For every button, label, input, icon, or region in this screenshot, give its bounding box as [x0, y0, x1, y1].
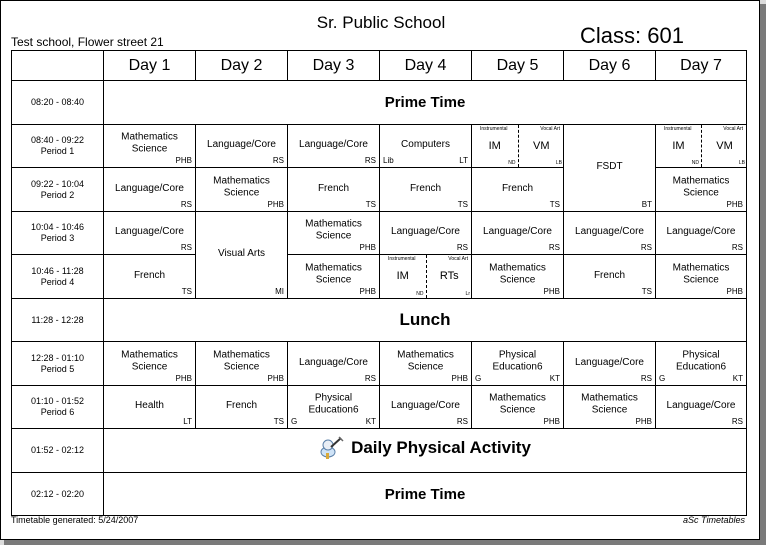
subject: Language/Core: [391, 225, 460, 237]
group-label: Instrumental: [480, 126, 508, 132]
teacher: TS: [641, 287, 652, 296]
teacher: ND: [508, 160, 516, 166]
lesson-cell: [288, 342, 380, 386]
class-label: Class: 601: [580, 23, 684, 48]
group-label: Vocal Art: [448, 256, 468, 262]
room: G: [475, 374, 482, 383]
lesson-cell: [472, 212, 564, 255]
row-prime-time-afternoon: [12, 473, 747, 516]
teacher: PHB: [726, 200, 743, 209]
daily-pa-event: [104, 429, 747, 473]
teacher: RS: [272, 156, 284, 165]
school-address: Test school, Flower street 21: [11, 35, 164, 49]
lesson-cell: [104, 125, 196, 168]
lesson-cell: [104, 212, 196, 255]
subject: Mathematics Science: [581, 392, 638, 416]
lesson-cell: [656, 342, 747, 386]
teacher: TS: [365, 200, 376, 209]
lesson-cell: [196, 386, 288, 429]
subject: French: [409, 182, 442, 194]
subject: French: [593, 269, 626, 281]
subject: Language/Core: [299, 356, 368, 368]
teacher: KT: [549, 374, 560, 383]
lesson-cell: [380, 125, 472, 168]
lesson-cell: [288, 255, 380, 299]
row-period-6: [12, 386, 747, 429]
group-label: Vocal Art: [723, 126, 743, 132]
time-cell: [12, 299, 104, 342]
prime-time-event: Prime Time: [104, 81, 747, 125]
time-cell: [12, 342, 104, 386]
time-range: 10:46 - 11:28: [31, 265, 84, 276]
time-cell: [12, 386, 104, 429]
lesson-cell: [380, 342, 472, 386]
page-shadow-bottom: [4, 540, 766, 545]
subject: Mathematics Science: [121, 349, 178, 373]
time-range: 08:40 - 09:22: [30, 135, 85, 145]
subject: Mathematics Science: [213, 349, 270, 373]
teacher: LT: [459, 156, 468, 165]
time-cell: [12, 81, 104, 125]
subject: Mathematics Science: [672, 175, 730, 199]
teacher: PHB: [267, 374, 284, 383]
row-prime-time-morning: [12, 81, 747, 125]
row-period-4: [12, 255, 747, 299]
time-cell: [12, 125, 104, 168]
subject-code: IM: [488, 140, 501, 152]
subject: Language/Core: [207, 138, 276, 150]
room: G: [291, 417, 298, 426]
subject-code: IM: [672, 140, 685, 152]
subject: Mathematics Science: [213, 175, 270, 199]
time-range: 10:04 - 10:46: [30, 222, 85, 232]
teacher: RS: [731, 417, 743, 426]
time-range: 08:20 - 08:40: [30, 97, 85, 107]
subject: French: [317, 182, 350, 194]
teacher: LB: [555, 160, 562, 166]
lesson-cell: [472, 386, 564, 429]
row-period-3: [12, 212, 747, 255]
teacher: RS: [180, 200, 192, 209]
teacher: RS: [364, 374, 376, 383]
subject: Language/Core: [666, 399, 736, 411]
teacher: TS: [273, 417, 284, 426]
subject-code: IM: [396, 270, 409, 282]
teacher: ND: [416, 291, 424, 297]
time-cell: [12, 255, 104, 299]
subject: Language/Core: [115, 182, 184, 194]
time-range: 11:28 - 12:28: [31, 314, 84, 325]
teacher: RS: [456, 243, 468, 252]
lesson-cell: [656, 386, 747, 429]
teacher: PHB: [359, 287, 376, 296]
time-range: 09:22 - 10:04: [30, 178, 85, 189]
day-header: Day 6: [564, 51, 656, 81]
lesson-cell: [564, 125, 656, 212]
subject-code: VM: [716, 140, 733, 152]
teacher: RS: [364, 156, 376, 165]
row-daily-pa: [12, 429, 747, 473]
lesson-cell: [196, 168, 288, 212]
teacher: Lr: [465, 291, 470, 297]
lesson-cell: [104, 342, 196, 386]
teacher: RS: [456, 417, 468, 426]
subject: Language/Core: [299, 138, 368, 150]
subject: Health: [135, 399, 164, 411]
row-period-5: [12, 342, 747, 386]
row-period-1: [12, 125, 747, 168]
period-label: Period 4: [40, 276, 75, 287]
lesson-cell: [196, 342, 288, 386]
teacher: LB: [738, 160, 745, 166]
timetable-grid: [11, 50, 747, 516]
daily-pa-label: Daily Physical Activity: [351, 438, 531, 457]
room: G: [659, 374, 666, 383]
lesson-cell: [288, 168, 380, 212]
day-header: Day 2: [196, 51, 288, 81]
split-lesson-cell: [472, 125, 564, 168]
teacher: PHB: [359, 243, 376, 252]
subject: Mathematics Science: [397, 349, 454, 373]
lesson-cell: [288, 386, 380, 429]
subject: FSDT: [596, 160, 623, 172]
generated-date: Timetable generated: 5/24/2007: [11, 515, 139, 525]
lesson-cell: [104, 168, 196, 212]
subject-code: VM: [533, 140, 550, 152]
teacher: TS: [181, 287, 192, 296]
subject: Physical Education6: [308, 392, 359, 416]
header-row: [12, 51, 747, 81]
subject: Physical Education6: [675, 349, 727, 373]
subject: Language/Core: [115, 225, 184, 237]
corner-cell: [12, 51, 104, 81]
time-cell: [12, 168, 104, 212]
lesson-cell: [564, 212, 656, 255]
teacher: PHB: [175, 374, 192, 383]
teacher: PHB: [635, 417, 652, 426]
teacher: RS: [640, 243, 652, 252]
teacher: ND: [691, 160, 699, 166]
split-lesson-cell: [656, 125, 747, 168]
teacher: BT: [641, 200, 652, 209]
lunch-event: Lunch: [104, 299, 747, 342]
subject: Language/Core: [483, 225, 552, 237]
subject: Physical Education6: [492, 349, 543, 373]
teacher: PHB: [267, 200, 284, 209]
day-header: Day 3: [288, 51, 380, 81]
lesson-cell: [288, 212, 380, 255]
subject: French: [133, 269, 166, 281]
time-cell: [12, 473, 104, 516]
time-range: 01:52 - 02:12: [30, 445, 85, 455]
subject: Mathematics Science: [121, 131, 178, 155]
lesson-cell: [656, 255, 747, 299]
subject: Mathematics Science: [489, 262, 546, 286]
teacher: LT: [183, 417, 192, 426]
teacher: RS: [548, 243, 560, 252]
day-header: Day 5: [472, 51, 564, 81]
physical-activity-icon: [319, 435, 345, 461]
subject: Computers: [401, 138, 450, 150]
subject: Language/Core: [575, 225, 644, 237]
lesson-cell: [104, 386, 196, 429]
teacher: PHB: [543, 287, 560, 296]
subject: French: [225, 399, 258, 411]
teacher: KT: [732, 374, 743, 383]
prime-time-event: Prime Time: [104, 473, 747, 516]
lesson-cell: [196, 125, 288, 168]
time-range: 01:10 - 01:52: [30, 396, 85, 406]
subject: Mathematics Science: [489, 392, 546, 416]
subject: Visual Arts: [217, 247, 266, 259]
lesson-cell: [380, 386, 472, 429]
room: Lib: [383, 156, 394, 165]
teacher: PHB: [543, 417, 560, 426]
subject: Mathematics Science: [305, 218, 362, 242]
teacher: PHB: [726, 287, 743, 296]
row-lunch: [12, 299, 747, 342]
split-lesson-cell: [380, 255, 472, 299]
lesson-cell: [472, 342, 564, 386]
lesson-cell: [564, 255, 656, 299]
group-label: Vocal Art: [540, 126, 560, 132]
subject: Mathematics Science: [305, 262, 362, 286]
subject: Language/Core: [575, 356, 644, 368]
period-label: Period 6: [40, 407, 75, 417]
time-range: 12:28 - 01:10: [30, 352, 85, 363]
school-name: Sr. Public School: [316, 13, 446, 32]
lesson-cell: [196, 212, 288, 299]
lesson-cell: [472, 255, 564, 299]
teacher: RS: [180, 243, 192, 252]
page-shadow-right: [760, 4, 766, 545]
lesson-cell: [656, 168, 747, 212]
teacher: TS: [457, 200, 468, 209]
lesson-cell: [564, 386, 656, 429]
subject: Mathematics Science: [672, 262, 730, 286]
subject-code: RTs: [439, 270, 459, 282]
teacher: TS: [549, 200, 560, 209]
lesson-cell: [472, 168, 564, 212]
teacher: RS: [731, 243, 743, 252]
group-label: Instrumental: [388, 256, 416, 262]
time-cell: [12, 212, 104, 255]
teacher: PHB: [175, 156, 192, 165]
subject: French: [501, 182, 534, 194]
day-header: Day 7: [656, 51, 747, 81]
teacher: PHB: [451, 374, 468, 383]
period-label: Period 2: [40, 189, 75, 200]
period-label: Period 5: [40, 363, 75, 374]
subject: Language/Core: [666, 225, 736, 237]
period-label: Period 1: [40, 146, 75, 156]
lesson-cell: [380, 168, 472, 212]
teacher: RS: [640, 374, 652, 383]
lesson-cell: [104, 255, 196, 299]
group-label: Instrumental: [664, 126, 692, 132]
brand-footer: aSc Timetables: [683, 515, 745, 525]
time-cell: [12, 429, 104, 473]
teacher: MI: [275, 287, 284, 296]
subject: Language/Core: [391, 399, 460, 411]
day-header: Day 4: [380, 51, 472, 81]
period-label: Period 3: [40, 233, 75, 243]
teacher: KT: [365, 417, 376, 426]
time-range: 02:12 - 02:20: [30, 488, 85, 499]
lesson-cell: [564, 342, 656, 386]
lesson-cell: [656, 212, 747, 255]
day-header: Day 1: [104, 51, 196, 81]
lesson-cell: [288, 125, 380, 168]
lesson-cell: [380, 212, 472, 255]
